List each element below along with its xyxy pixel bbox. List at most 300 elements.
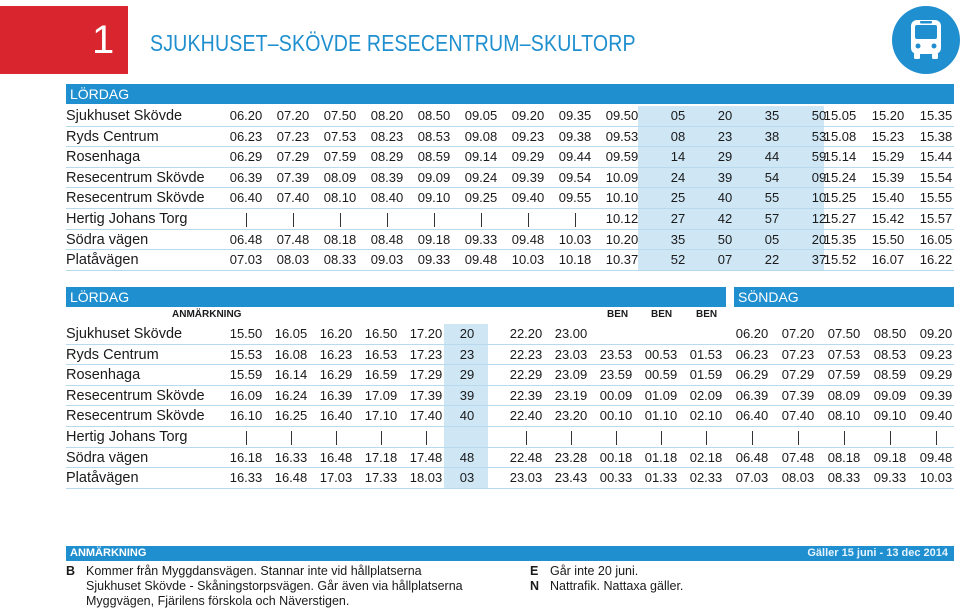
- departure-time: [504, 427, 548, 447]
- row-divider: [66, 488, 954, 489]
- departure-time: [639, 427, 683, 447]
- departure-minute: 50: [717, 231, 733, 247]
- departure-time: 22.23: [509, 346, 543, 362]
- departure-time: 16.48: [274, 470, 308, 486]
- departure-time: 07.40: [276, 190, 310, 206]
- departure-time: 09.24: [464, 169, 498, 185]
- departure-minute: 20: [811, 231, 827, 247]
- table-row: [66, 345, 956, 365]
- departure-time: 07.50: [323, 108, 357, 123]
- departure-time: 10.10: [605, 190, 639, 206]
- departure-time: 15.54: [919, 169, 953, 185]
- departure-minute: 39: [459, 387, 475, 403]
- departure-minute: 08: [670, 128, 686, 144]
- departure-time: 15.38: [919, 128, 953, 144]
- departure-time: 06.23: [229, 128, 263, 144]
- departure-time: 00.10: [599, 408, 633, 424]
- departure-time: 02.33: [689, 470, 723, 486]
- stop-name: Södra vägen: [66, 449, 149, 466]
- departure-time: 09.10: [417, 190, 451, 206]
- departure-time: 09.38: [558, 128, 592, 144]
- note-b-cont: Sjukhuset Skövde - Skåningstorpsvägen. Går även via hållplatserna: [86, 579, 463, 593]
- table-row: [66, 324, 956, 344]
- departure-time: 09.05: [464, 108, 498, 123]
- departure-time: 07.29: [781, 367, 815, 383]
- departure-time: [459, 209, 503, 229]
- departure-time: 10.20: [605, 231, 639, 247]
- departure-time: 17.29: [409, 367, 443, 383]
- pass-through-mark: [575, 213, 576, 227]
- departure-time: 07.23: [276, 128, 310, 144]
- pass-through-mark: [571, 431, 572, 445]
- departure-time: 06.20: [735, 326, 769, 341]
- departure-time: 08.59: [873, 367, 907, 383]
- departure-time: 22.29: [509, 367, 543, 383]
- table-row: [66, 386, 956, 406]
- departure-time: 07.29: [276, 149, 310, 165]
- departure-minute: 27: [670, 211, 686, 226]
- departure-time: 17.39: [409, 387, 443, 403]
- departure-time: [318, 209, 362, 229]
- departure-time: 09.10: [873, 408, 907, 424]
- departure-time: 01.09: [644, 387, 678, 403]
- departure-time: 10.09: [605, 169, 639, 185]
- departure-time: 08.53: [873, 346, 907, 362]
- note-b: B Kommer från Myggdansvägen. Stannar inte vid hållplatserna: [66, 564, 422, 578]
- departure-time: 15.27: [823, 211, 857, 226]
- departure-time: 09.44: [558, 149, 592, 165]
- departure-time: [822, 427, 866, 447]
- departure-time: 15.25: [823, 190, 857, 206]
- departure-time: 16.40: [319, 408, 353, 424]
- departure-minute: 40: [717, 190, 733, 206]
- departure-time: 07.48: [276, 231, 310, 247]
- departure-time: 23.09: [554, 367, 588, 383]
- table-row: [66, 468, 956, 488]
- departure-time: 16.20: [319, 326, 353, 341]
- departure-time: 15.23: [871, 128, 905, 144]
- pass-through-mark: [481, 213, 482, 227]
- annotation-mark: BEN: [651, 309, 673, 320]
- departure-time: 09.29: [511, 149, 545, 165]
- pass-through-mark: [526, 431, 527, 445]
- departure-minute: 20: [459, 326, 475, 341]
- stop-name: Resecentrum Skövde: [66, 169, 205, 186]
- pass-through-mark: [434, 213, 435, 227]
- departure-time: 06.29: [735, 367, 769, 383]
- departure-time: 23.59: [599, 367, 633, 383]
- departure-time: 08.59: [417, 149, 451, 165]
- departure-time: 15.42: [871, 211, 905, 226]
- departure-time: 09.33: [417, 252, 451, 268]
- departure-time: 06.29: [229, 149, 263, 165]
- departure-time: 10.03: [558, 231, 592, 247]
- departure-time: 15.35: [919, 108, 953, 123]
- section2-sunday-label: SÖNDAG: [738, 289, 799, 305]
- departure-time: [269, 427, 313, 447]
- departure-time: 09.25: [464, 190, 498, 206]
- departure-time: 15.14: [823, 149, 857, 165]
- departure-time: 07.40: [781, 408, 815, 424]
- departure-time: [359, 427, 403, 447]
- stop-name: Sjukhuset Skövde: [66, 108, 183, 124]
- annotation-header: ANMÄRKNING: [172, 309, 242, 320]
- departure-time: [594, 427, 638, 447]
- pass-through-mark: [844, 431, 845, 445]
- departure-time: 07.03: [735, 470, 769, 486]
- departure-time: 22.20: [509, 326, 543, 341]
- departure-time: 08.50: [873, 326, 907, 341]
- departure-time: 15.57: [919, 211, 953, 226]
- departure-time: 09.14: [464, 149, 498, 165]
- departure-minute: 57: [764, 211, 780, 226]
- departure-time: 23.19: [554, 387, 588, 403]
- departure-time: 09.40: [919, 408, 953, 424]
- departure-minute: 10: [811, 190, 827, 206]
- departure-time: 16.10: [229, 408, 263, 424]
- departure-time: 16.08: [274, 346, 308, 362]
- departure-time: 10.03: [511, 252, 545, 268]
- pass-through-mark: [890, 431, 891, 445]
- departure-time: 07.50: [827, 326, 861, 341]
- departure-time: 02.09: [689, 387, 723, 403]
- departure-time: 06.39: [229, 169, 263, 185]
- departure-minute: 07: [717, 252, 733, 268]
- pass-through-mark: [706, 431, 707, 445]
- departure-time: 07.39: [276, 169, 310, 185]
- departure-time: 23.43: [554, 470, 588, 486]
- departure-minute: 50: [811, 108, 827, 123]
- departure-time: 16.29: [319, 367, 353, 383]
- departure-time: 08.20: [370, 108, 404, 123]
- stop-name: Platåvägen: [66, 252, 139, 269]
- departure-time: 08.50: [417, 108, 451, 123]
- departure-time: 08.09: [827, 387, 861, 403]
- departure-time: 08.40: [370, 190, 404, 206]
- departure-time: 08.18: [827, 449, 861, 465]
- departure-time: 08.23: [370, 128, 404, 144]
- departure-minute: 35: [764, 108, 780, 123]
- departure-time: 09.20: [919, 326, 953, 341]
- departure-time: 10.03: [919, 470, 953, 486]
- departure-minute: 52: [670, 252, 686, 268]
- departure-time: 08.10: [323, 190, 357, 206]
- departure-minute: 29: [717, 149, 733, 165]
- stop-name: Platåvägen: [66, 470, 139, 487]
- departure-time: 15.08: [823, 128, 857, 144]
- departure-time: 09.48: [919, 449, 953, 465]
- departure-minute: 14: [670, 149, 686, 165]
- departure-minute: 54: [764, 169, 780, 185]
- departure-time: 15.20: [871, 108, 905, 123]
- note-n: N Nattrafik. Nattaxa gäller.: [530, 579, 684, 593]
- departure-time: 16.39: [319, 387, 353, 403]
- departure-time: 06.48: [735, 449, 769, 465]
- bus-icon: [892, 6, 960, 74]
- departure-time: 16.59: [364, 367, 398, 383]
- table-row: [66, 106, 956, 126]
- departure-time: 09.33: [464, 231, 498, 247]
- pass-through-mark: [752, 431, 753, 445]
- departure-time: 00.33: [599, 470, 633, 486]
- departure-time: 17.40: [409, 408, 443, 424]
- stop-name: Rosenhaga: [66, 367, 141, 384]
- departure-time: 06.23: [735, 346, 769, 362]
- departure-time: 22.39: [509, 387, 543, 403]
- departure-time: 15.52: [823, 252, 857, 268]
- departure-time: 15.44: [919, 149, 953, 165]
- departure-time: 01.33: [644, 470, 678, 486]
- departure-time: 07.59: [323, 149, 357, 165]
- departure-time: 16.23: [319, 346, 353, 362]
- departure-time: 22.48: [509, 449, 543, 465]
- departure-time: 16.14: [274, 367, 308, 383]
- stop-name: Ryds Centrum: [66, 346, 159, 363]
- departure-time: 09.29: [919, 367, 953, 383]
- pass-through-mark: [293, 213, 294, 227]
- departure-time: 16.18: [229, 449, 263, 465]
- departure-time: 08.33: [827, 470, 861, 486]
- pass-through-mark: [381, 431, 382, 445]
- stop-name: Ryds Centrum: [66, 128, 159, 145]
- departure-time: 07.53: [827, 346, 861, 362]
- departure-time: 07.39: [781, 387, 815, 403]
- departure-minute: 03: [459, 470, 475, 486]
- departure-time: 06.20: [229, 108, 263, 123]
- departure-time: 16.05: [919, 231, 953, 247]
- departure-minute: 39: [717, 169, 733, 185]
- departure-time: [365, 209, 409, 229]
- footer-annotation-band: [66, 546, 954, 561]
- pass-through-mark: [936, 431, 937, 445]
- departure-time: 17.33: [364, 470, 398, 486]
- departure-time: 07.53: [323, 128, 357, 144]
- departure-time: 00.09: [599, 387, 633, 403]
- departure-time: 16.50: [364, 326, 398, 341]
- departure-time: 07.20: [781, 326, 815, 341]
- pass-through-mark: [246, 431, 247, 445]
- stop-name: Resecentrum Skövde: [66, 408, 205, 425]
- section2-sunday-band: [734, 287, 954, 307]
- departure-time: 15.55: [919, 190, 953, 206]
- departure-time: 00.53: [644, 346, 678, 362]
- pass-through-mark: [387, 213, 388, 227]
- departure-time: 09.59: [605, 149, 639, 165]
- departure-time: 17.23: [409, 346, 443, 362]
- departure-time: 16.25: [274, 408, 308, 424]
- departure-time: 16.05: [274, 326, 308, 341]
- departure-time: 07.48: [781, 449, 815, 465]
- departure-time: 17.48: [409, 449, 443, 465]
- departure-minute: 24: [670, 169, 686, 185]
- section2-day-label: LÖRDAG: [70, 289, 130, 305]
- departure-minute: 59: [811, 149, 827, 165]
- departure-time: 06.40: [735, 408, 769, 424]
- section1-day-band: [66, 84, 954, 104]
- stop-name: Resecentrum Skövde: [66, 190, 205, 207]
- departure-time: 16.22: [919, 252, 953, 268]
- departure-time: 09.48: [464, 252, 498, 268]
- departure-time: 15.53: [229, 346, 263, 362]
- departure-time: [684, 427, 728, 447]
- departure-time: 09.18: [417, 231, 451, 247]
- departure-time: 09.35: [558, 108, 592, 123]
- departure-time: 23.00: [554, 326, 588, 341]
- departure-time: 09.55: [558, 190, 592, 206]
- departure-time: 08.03: [276, 252, 310, 268]
- departure-time: 15.50: [229, 326, 263, 341]
- departure-time: 08.53: [417, 128, 451, 144]
- departure-time: 07.03: [229, 252, 263, 268]
- departure-time: 01.10: [644, 408, 678, 424]
- departure-time: 09.23: [511, 128, 545, 144]
- departure-time: [868, 427, 912, 447]
- departure-minute: 05: [764, 231, 780, 247]
- departure-minute: 22: [764, 252, 780, 268]
- departure-time: [271, 209, 315, 229]
- departure-time: 23.28: [554, 449, 588, 465]
- departure-minute: 23: [717, 128, 733, 144]
- route-title: SJUKHUSET–SKÖVDE RESECENTRUM–SKULTORP: [150, 30, 636, 56]
- departure-time: 02.10: [689, 408, 723, 424]
- table-row: [66, 448, 956, 468]
- stop-name: Resecentrum Skövde: [66, 387, 205, 404]
- departure-time: 02.18: [689, 449, 723, 465]
- annotation-mark: BEN: [696, 309, 718, 320]
- departure-minute: 37: [811, 252, 827, 268]
- departure-time: [224, 209, 268, 229]
- pass-through-mark: [246, 213, 247, 227]
- stop-name: Hertig Johans Torg: [66, 429, 188, 445]
- departure-time: 16.33: [229, 470, 263, 486]
- table-row: [66, 427, 956, 447]
- departure-time: 15.50: [871, 231, 905, 247]
- departure-time: 09.18: [873, 449, 907, 465]
- departure-time: 09.40: [511, 190, 545, 206]
- departure-time: 17.18: [364, 449, 398, 465]
- departure-time: 08.18: [323, 231, 357, 247]
- departure-minute: 05: [670, 108, 686, 123]
- footer-annotation-label: ANMÄRKNING: [70, 547, 147, 559]
- departure-time: 16.24: [274, 387, 308, 403]
- pass-through-mark: [798, 431, 799, 445]
- pass-through-mark: [426, 431, 427, 445]
- departure-time: 09.08: [464, 128, 498, 144]
- annotation-mark: BEN: [607, 309, 629, 320]
- departure-time: 23.03: [554, 346, 588, 362]
- table-row: [66, 127, 956, 147]
- departure-time: 10.18: [558, 252, 592, 268]
- pass-through-mark: [661, 431, 662, 445]
- departure-time: [730, 427, 774, 447]
- departure-time: [506, 209, 550, 229]
- departure-time: 09.09: [417, 169, 451, 185]
- departure-minute: 42: [717, 211, 733, 226]
- departure-time: 10.37: [605, 252, 639, 268]
- departure-time: 06.40: [229, 190, 263, 206]
- departure-time: 08.03: [781, 470, 815, 486]
- pass-through-mark: [291, 431, 292, 445]
- row-divider: [66, 270, 954, 271]
- departure-time: [549, 427, 593, 447]
- table-row: [66, 406, 956, 426]
- departure-time: [224, 427, 268, 447]
- departure-time: 15.59: [229, 367, 263, 383]
- note-b-cont: Myggvägen, Fjärilens förskola och Näverstigen.: [86, 594, 350, 608]
- departure-minute: 48: [459, 449, 475, 465]
- table-row: [66, 250, 956, 270]
- departure-time: [314, 427, 358, 447]
- departure-time: 15.05: [823, 108, 857, 123]
- departure-time: 07.59: [827, 367, 861, 383]
- departure-time: 17.03: [319, 470, 353, 486]
- departure-time: 15.40: [871, 190, 905, 206]
- departure-time: 09.23: [919, 346, 953, 362]
- departure-time: 16.07: [871, 252, 905, 268]
- departure-minute: 35: [670, 231, 686, 247]
- table-row: [66, 168, 956, 188]
- departure-time: 09.33: [873, 470, 907, 486]
- departure-time: 10.12: [605, 211, 639, 226]
- departure-time: 16.09: [229, 387, 263, 403]
- departure-time: 09.20: [511, 108, 545, 123]
- departure-time: [404, 427, 448, 447]
- departure-minute: 20: [717, 108, 733, 123]
- departure-time: 08.29: [370, 149, 404, 165]
- table-row: [66, 209, 956, 229]
- departure-time: 23.53: [599, 346, 633, 362]
- section2-saturday-band: [66, 287, 726, 307]
- departure-time: 16.48: [319, 449, 353, 465]
- departure-time: 06.39: [735, 387, 769, 403]
- departure-time: 08.09: [323, 169, 357, 185]
- departure-minute: 23: [459, 346, 475, 362]
- pass-through-mark: [616, 431, 617, 445]
- note-e: E Går inte 20 juni.: [530, 564, 639, 578]
- table-row: [66, 230, 956, 250]
- departure-time: 06.48: [229, 231, 263, 247]
- departure-time: 09.39: [511, 169, 545, 185]
- departure-time: 00.59: [644, 367, 678, 383]
- table-row: [66, 147, 956, 167]
- departure-time: 16.53: [364, 346, 398, 362]
- departure-time: 16.33: [274, 449, 308, 465]
- table-row: [66, 188, 956, 208]
- departure-time: 23.03: [509, 470, 543, 486]
- departure-minute: 12: [811, 211, 827, 226]
- departure-time: 07.23: [781, 346, 815, 362]
- departure-time: 17.09: [364, 387, 398, 403]
- departure-time: 09.09: [873, 387, 907, 403]
- pass-through-mark: [528, 213, 529, 227]
- departure-time: 09.54: [558, 169, 592, 185]
- stop-name: Rosenhaga: [66, 149, 141, 166]
- departure-minute: 44: [764, 149, 780, 165]
- departure-time: 00.18: [599, 449, 633, 465]
- departure-time: 01.53: [689, 346, 723, 362]
- stop-name: Sjukhuset Skövde: [66, 326, 183, 342]
- departure-time: [776, 427, 820, 447]
- route-number: 1: [92, 17, 115, 62]
- departure-time: 22.40: [509, 408, 543, 424]
- departure-time: 15.29: [871, 149, 905, 165]
- departure-time: 18.03: [409, 470, 443, 486]
- departure-time: 15.35: [823, 231, 857, 247]
- stop-name: Södra vägen: [66, 231, 149, 248]
- departure-minute: 09: [811, 169, 827, 185]
- validity-period: Gäller 15 juni - 13 dec 2014: [807, 547, 948, 559]
- departure-minute: 40: [459, 408, 475, 424]
